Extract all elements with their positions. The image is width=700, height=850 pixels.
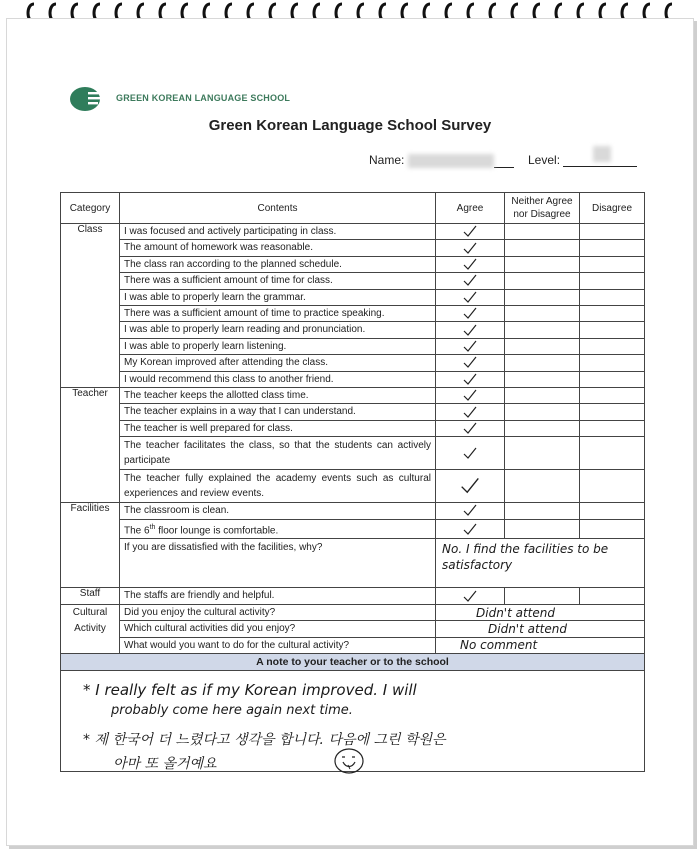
table-row: [61, 240, 645, 256]
note-line: * 제 한국어 더 느렸다고 생각을 합니다. 다음에 그린 학원은: [83, 732, 446, 749]
row-text: I was able to properly learn reading and pronunciation.: [120, 322, 436, 338]
note-line: 아마 또 올거예요: [113, 756, 217, 773]
row-text: I was able to properly learn the grammar.: [120, 289, 436, 305]
level-label: Level:: [528, 153, 561, 167]
agree-cell[interactable]: [436, 404, 505, 420]
checkmark-icon: [463, 225, 477, 238]
agree-cell[interactable]: [436, 519, 505, 539]
neither-cell[interactable]: [505, 256, 580, 272]
agree-cell[interactable]: [436, 470, 505, 503]
disagree-cell[interactable]: [580, 371, 645, 387]
table-row: [61, 371, 645, 387]
name-field: [369, 153, 514, 168]
note-header-row: [61, 654, 645, 671]
handwritten-answer: Didn't attend: [476, 605, 555, 620]
agree-cell[interactable]: [436, 437, 505, 470]
table-row: [61, 588, 645, 604]
checkmark-icon: [463, 340, 477, 353]
neither-cell[interactable]: [505, 289, 580, 305]
checkmark-icon: [463, 258, 477, 271]
disagree-cell[interactable]: [580, 256, 645, 272]
note-line: * I really felt as if my Korean improved. I will: [83, 681, 417, 700]
name-label: Name:: [369, 153, 405, 167]
neither-cell[interactable]: [505, 404, 580, 420]
disagree-cell[interactable]: [580, 273, 645, 289]
disagree-cell[interactable]: [580, 588, 645, 604]
table-row: [61, 256, 645, 272]
agree-cell[interactable]: [436, 289, 505, 305]
page-title: Green Korean Language School Survey: [208, 117, 492, 134]
cultural-answer-cell[interactable]: [436, 621, 645, 637]
table-row: [61, 322, 645, 338]
agree-cell[interactable]: [436, 273, 505, 289]
table-row: [61, 539, 645, 588]
agree-cell[interactable]: [436, 322, 505, 338]
neither-cell[interactable]: [505, 322, 580, 338]
checkmark-icon: [463, 242, 477, 255]
disagree-cell[interactable]: [580, 420, 645, 436]
disagree-cell[interactable]: [580, 306, 645, 322]
table-row: [61, 338, 645, 354]
category-cultural: Cultural Activity: [61, 604, 120, 653]
row-text: The amount of homework was reasonable.: [120, 240, 436, 256]
disagree-cell[interactable]: [580, 503, 645, 519]
checkmark-icon: [463, 447, 477, 460]
category-class: Class: [61, 224, 120, 388]
agree-cell[interactable]: [436, 256, 505, 272]
checkmark-icon: [463, 523, 477, 536]
table-row: [61, 289, 645, 305]
row-text: If you are dissatisfied with the facilities, why?: [120, 539, 436, 588]
table-row: [61, 355, 645, 371]
note-area[interactable]: [61, 671, 645, 772]
table-row: [61, 637, 645, 653]
checkmark-icon: [463, 307, 477, 320]
school-logo-text: GREEN KOREAN LANGUAGE SCHOOL: [116, 93, 291, 103]
agree-cell[interactable]: [436, 240, 505, 256]
table-row: [61, 604, 645, 620]
neither-cell[interactable]: [505, 470, 580, 503]
checkmark-icon: [463, 373, 477, 386]
row-text: The teacher fully explained the academy events such as cultural experiences and review events.: [120, 470, 436, 503]
disagree-cell[interactable]: [580, 338, 645, 354]
checkmark-icon: [463, 324, 477, 337]
agree-cell[interactable]: [436, 503, 505, 519]
redacted-name: [408, 154, 494, 168]
disagree-cell[interactable]: [580, 289, 645, 305]
disagree-cell[interactable]: [580, 355, 645, 371]
row-text: My Korean improved after attending the class.: [120, 355, 436, 371]
agree-cell[interactable]: [436, 224, 505, 240]
header-agree: Agree: [436, 193, 505, 224]
checkmark-icon: [463, 356, 477, 369]
note-row: [61, 671, 645, 772]
header-contents: Contents: [120, 193, 436, 224]
neither-cell[interactable]: [505, 388, 580, 404]
neither-cell[interactable]: [505, 371, 580, 387]
disagree-cell[interactable]: [580, 224, 645, 240]
row-text: There was a sufficient amount of time for class.: [120, 273, 436, 289]
agree-cell[interactable]: [436, 338, 505, 354]
checkmark-icon: [463, 590, 477, 603]
row-text: The teacher explains in a way that I can understand.: [120, 404, 436, 420]
checkmark-icon: [463, 389, 477, 402]
neither-cell[interactable]: [505, 273, 580, 289]
row-text: The teacher facilitates the class, so that the students can actively participate: [120, 437, 436, 470]
row-text: I was able to properly learn listening.: [120, 338, 436, 354]
checkmark-icon: [463, 504, 477, 517]
table-row: [61, 519, 645, 539]
table-row: [61, 273, 645, 289]
disagree-cell[interactable]: [580, 519, 645, 539]
table-row: [61, 388, 645, 404]
row-text: There was a sufficient amount of time to practice speaking.: [120, 306, 436, 322]
category-facilities: Facilities: [61, 503, 120, 588]
handwritten-answer: No. I find the facilities to be satisfactory: [442, 542, 609, 573]
table-row: [61, 420, 645, 436]
table-row: [61, 621, 645, 637]
neither-cell[interactable]: [505, 519, 580, 539]
row-text: The teacher is well prepared for class.: [120, 420, 436, 436]
checkmark-icon: [460, 477, 480, 495]
disagree-cell[interactable]: [580, 404, 645, 420]
neither-cell[interactable]: [505, 224, 580, 240]
cultural-answer-cell[interactable]: [436, 637, 645, 653]
header-category: Category: [61, 193, 120, 224]
checkmark-icon: [463, 274, 477, 287]
neither-cell[interactable]: [505, 420, 580, 436]
table-row: [61, 503, 645, 519]
header-disagree: Disagree: [580, 193, 645, 224]
agree-cell[interactable]: [436, 420, 505, 436]
neither-cell[interactable]: [505, 503, 580, 519]
row-text: Did you enjoy the cultural activity?: [120, 604, 436, 620]
disagree-cell[interactable]: [580, 322, 645, 338]
neither-cell[interactable]: [505, 338, 580, 354]
row-text: I would recommend this class to another friend.: [120, 371, 436, 387]
table-row: [61, 437, 645, 470]
table-header-row: [61, 193, 645, 224]
table-row: [61, 224, 645, 240]
survey-table: [60, 192, 645, 772]
checkmark-icon: [463, 422, 477, 435]
disagree-cell[interactable]: [580, 437, 645, 470]
category-teacher: Teacher: [61, 388, 120, 503]
cultural-answer-cell[interactable]: [436, 604, 645, 620]
handwritten-answer: Didn't attend: [488, 621, 567, 636]
row-text: What would you want to do for the cultural activity?: [120, 637, 436, 653]
disagree-cell[interactable]: [580, 470, 645, 503]
checkmark-icon: [463, 406, 477, 419]
neither-cell[interactable]: [505, 240, 580, 256]
table-row: [61, 470, 645, 503]
category-staff: Staff: [61, 588, 120, 604]
row-text: The staffs are friendly and helpful.: [120, 588, 436, 604]
agree-cell[interactable]: [436, 355, 505, 371]
facilities-answer-cell[interactable]: [436, 539, 645, 588]
school-logo-icon: [70, 86, 106, 112]
level-field: [528, 153, 637, 167]
agree-cell[interactable]: [436, 588, 505, 604]
neither-cell[interactable]: [505, 588, 580, 604]
table-row: [61, 306, 645, 322]
row-text: Which cultural activities did you enjoy?: [120, 621, 436, 637]
header-neither: Neither Agree nor Disagree: [505, 193, 580, 224]
agree-cell[interactable]: [436, 306, 505, 322]
row-text: The teacher keeps the allotted class time.: [120, 388, 436, 404]
agree-cell[interactable]: [436, 371, 505, 387]
neither-cell[interactable]: [505, 306, 580, 322]
row-text: I was focused and actively participating in class.: [120, 224, 436, 240]
handwritten-answer: No comment: [460, 638, 538, 653]
smiley-face-icon: [333, 747, 365, 775]
row-text: The class ran according to the planned schedule.: [120, 256, 436, 272]
row-text: The classroom is clean.: [120, 503, 436, 519]
neither-cell[interactable]: [505, 437, 580, 470]
note-header: A note to your teacher or to the school: [61, 654, 645, 671]
table-row: [61, 404, 645, 420]
row-text: The 6th floor lounge is comfortable.: [120, 519, 436, 539]
disagree-cell[interactable]: [580, 240, 645, 256]
note-line: probably come here again next time.: [111, 703, 353, 719]
agree-cell[interactable]: [436, 388, 505, 404]
checkmark-icon: [463, 291, 477, 304]
neither-cell[interactable]: [505, 355, 580, 371]
disagree-cell[interactable]: [580, 388, 645, 404]
